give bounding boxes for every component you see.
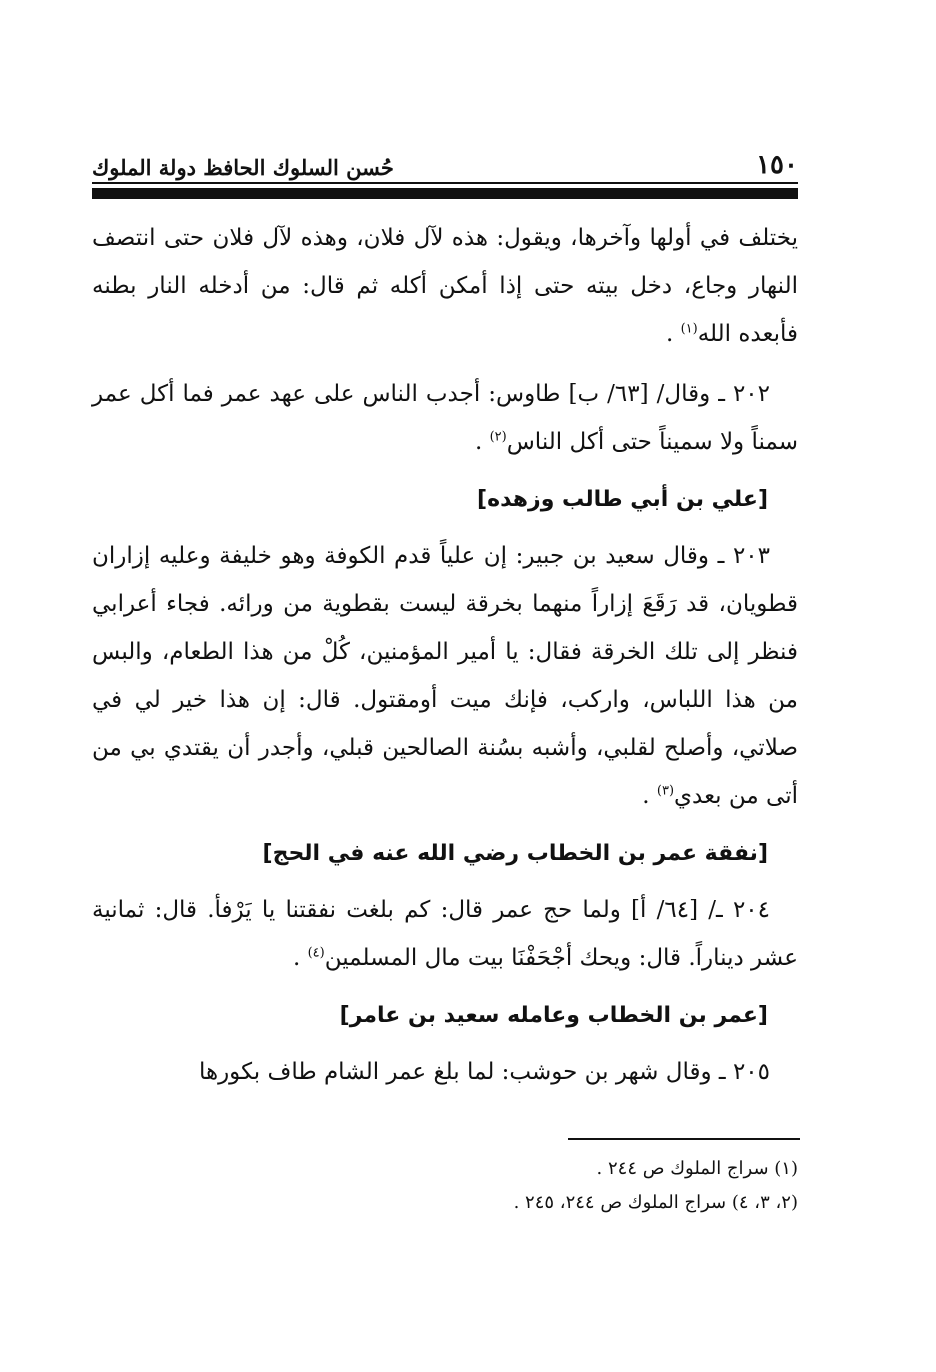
footnote-1: (١) سراج الملوك ص ٢٤٤ .	[596, 1158, 798, 1179]
paragraph-202	[92, 370, 798, 466]
footnote-separator	[568, 1138, 800, 1140]
paragraph-end: .	[665, 321, 681, 347]
footnote-ref: (١)	[680, 321, 698, 337]
main-text	[92, 214, 798, 1108]
paragraph-end: .	[292, 945, 308, 971]
footnote-2-4: (٢، ٣، ٤) سراج الملوك ص ٢٤٤، ٢٤٥ .	[513, 1192, 798, 1213]
paragraph-text: يختلف في أولها وآخرها، ويقول: هذه لآل فلان، وهذه لآل فلان حتى انتصف النهار وجاع، دخل بيته حتى إذا أمكن أكله ثم قال: من أدخله النار بطنه فأبعده الله	[92, 225, 798, 347]
paragraph-end: .	[642, 783, 657, 809]
paragraph-203	[92, 532, 798, 820]
paragraph-text: ٢٠٥ ـ وقال شهر بن حوشب: لما بلغ عمر الشام طاف بكورها	[198, 1059, 770, 1085]
section-heading-ali: [علي بن أبي طالب وزهده]	[477, 487, 768, 512]
header-rule-thick	[92, 188, 798, 199]
footnotes	[92, 1152, 798, 1220]
paragraph-continuation	[92, 214, 798, 358]
paragraph-text: ٢٠٢ ـ وقال/ [٦٣/ ب] طاوس: أجدب الناس على عهد عمر فما أكل عمر سمناً ولا سميناً حتى أكل الناس	[92, 381, 798, 455]
section-heading-umar-hajj: [نفقة عمر بن الخطاب رضي الله عنه في الحج]	[262, 841, 768, 866]
footnote-ref: (٤)	[307, 945, 325, 961]
section-heading-umar-said: [عمر بن الخطاب وعامله سعيد بن عامر]	[339, 1003, 768, 1028]
paragraph-204	[92, 886, 798, 982]
running-title: حُسن السلوك الحافظ دولة الملوك	[92, 155, 394, 180]
footnote-ref: (٢)	[489, 429, 507, 445]
page-header	[92, 140, 798, 180]
page-number: ١٥٠	[756, 150, 798, 180]
footnote-ref: (٣)	[656, 783, 675, 799]
paragraph-205	[92, 1048, 798, 1096]
paragraph-text: ٢٠٣ ـ وقال سعيد بن جبير: إن علياً قدم الكوفة وهو خليفة وعليه إزاران قطويان، قد رَقَعَ إزاراً منهما بخرقة ليست بقطوية من ورائه. فجاء أعرابي فنظر إلى تلك الخرقة فقال: يا أمير المؤمنين، كُلْ من هذا الطعام، والبس من هذا اللباس، واركب، فإنك ميت أومقتول. قال: إن هذا خير لي في صلاتي، وأصلح لقلبي، وأشبه بسُنة الصالحين قبلي، وأجدر أن يقتدي بي من أتى من بعدي	[92, 543, 798, 809]
paragraph-end: .	[474, 429, 490, 455]
header-rule-thin	[92, 182, 798, 184]
paragraph-text: ٢٠٤ ـ/ [٦٤/ أ] ولما حج عمر قال: كم بلغت نفقتنا يا يَرْفأ. قال: ثمانية عشر ديناراً. قال: ويحك أجْحَفْنَا بيت مال المسلمين	[92, 897, 798, 971]
